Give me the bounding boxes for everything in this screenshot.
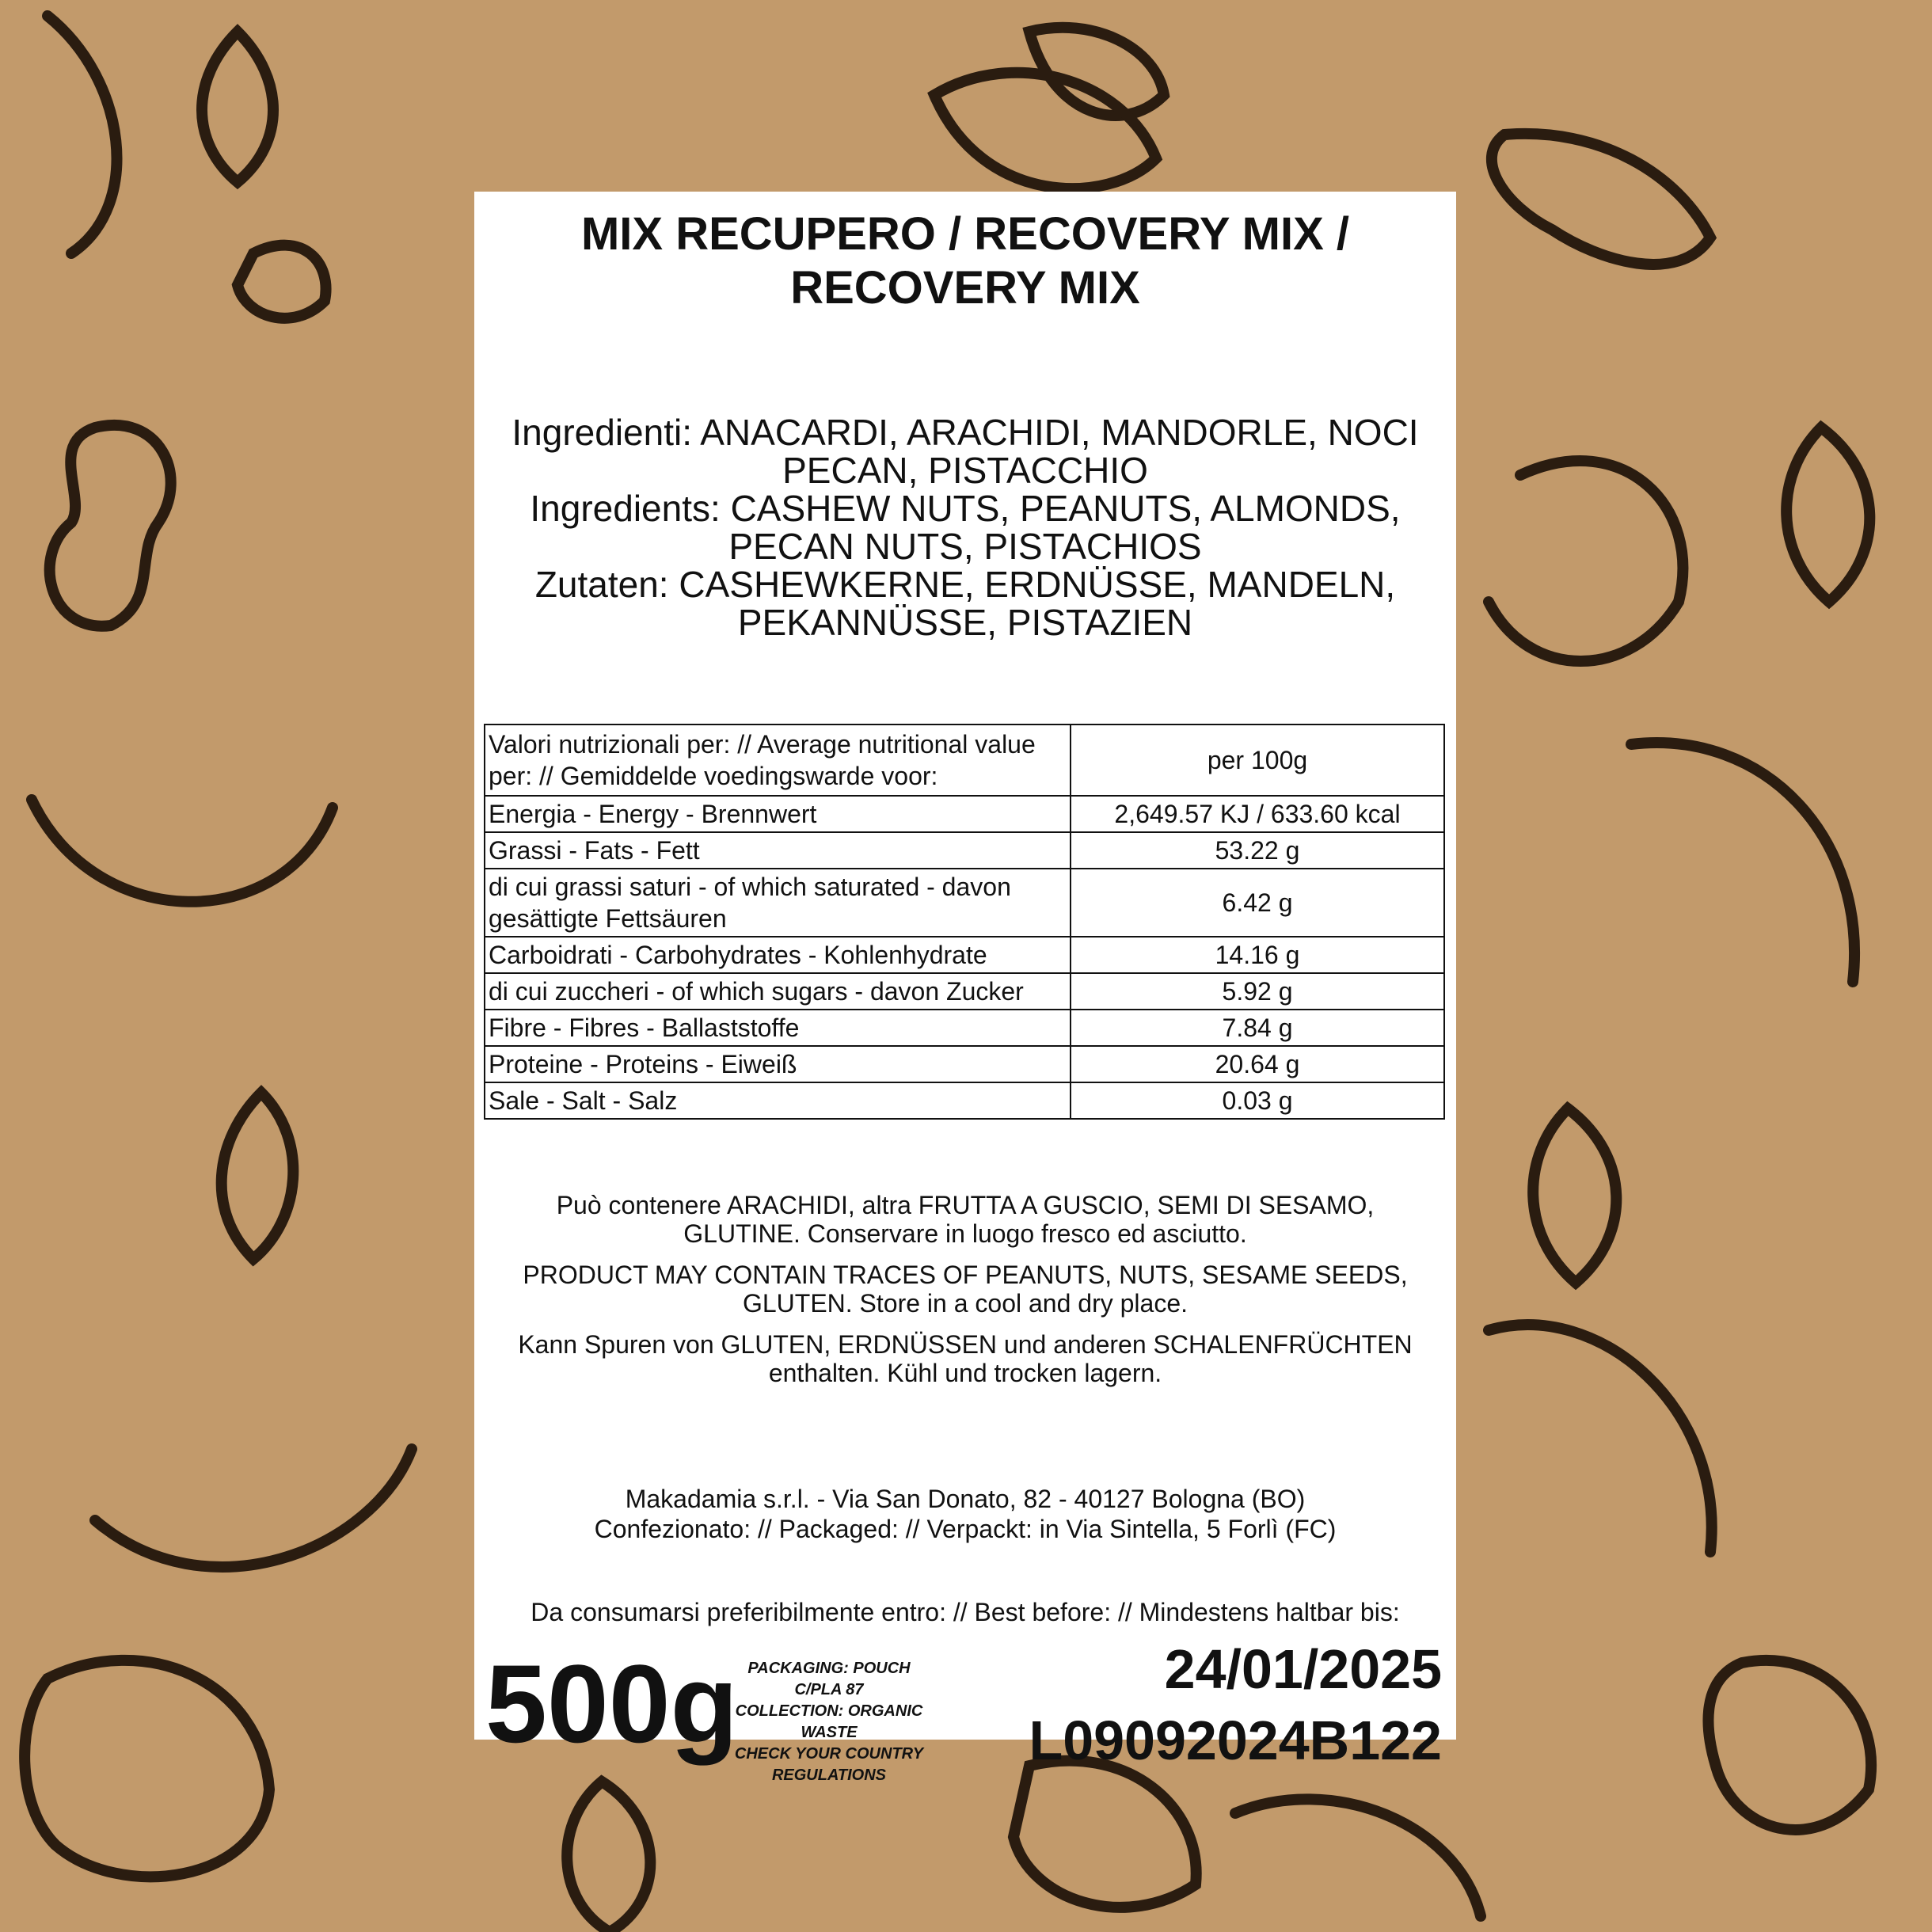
nutrition-row xyxy=(485,937,1444,973)
nutrient-value: 6.42 g xyxy=(1071,869,1444,937)
nutrient-name: Carboidrati - Carbohydrates - Kohlenhydrate xyxy=(485,937,1071,973)
warning-italian: Può contenere ARACHIDI, altra FRUTTA A GUSCIO, SEMI DI SESAMO, GLUTINE. Conservare in luogo fresco ed asciutto. xyxy=(556,1191,1375,1248)
peanut-icon xyxy=(1492,134,1710,264)
ingredients-german: Zutaten: CASHEWKERNE, ERDNÜSSE, MANDELN, PEKANNÜSSE, PISTAZIEN xyxy=(534,564,1396,643)
cashew-icon xyxy=(1235,1799,1481,1916)
packaging-line: CHECK YOUR COUNTRY xyxy=(734,1745,924,1763)
nutrition-row xyxy=(485,1010,1444,1046)
lot-number: L09092024B122 xyxy=(1029,1710,1442,1771)
almond-icon xyxy=(202,32,273,182)
walnut-icon xyxy=(25,1660,269,1877)
hazelnut-icon xyxy=(238,245,326,318)
nutrient-name: Fibre - Fibres - Ballaststoffe xyxy=(485,1010,1071,1046)
cashew-icon xyxy=(1631,743,1854,982)
nutrient-value: 20.64 g xyxy=(1071,1046,1444,1082)
nutrition-row xyxy=(485,869,1444,937)
nutrient-name: Grassi - Fats - Fett xyxy=(485,832,1071,869)
nutrition-header-label: Valori nutrizionali per: // Average nutritional value per: // Gemiddelde voedingswarde voor: xyxy=(485,724,1071,796)
nutrition-row xyxy=(485,796,1444,832)
nutrient-value: 14.16 g xyxy=(1071,937,1444,973)
net-weight: 500g xyxy=(485,1641,739,1766)
nutrition-row xyxy=(485,973,1444,1010)
almond-icon xyxy=(222,1093,294,1259)
nutrition-header-row xyxy=(485,724,1444,796)
nutrient-name: di cui zuccheri - of which sugars - davon Zucker xyxy=(485,973,1071,1010)
packaging-line: COLLECTION: ORGANIC WASTE xyxy=(735,1702,923,1741)
cashew-icon xyxy=(1489,1325,1712,1552)
packaging-line: REGULATIONS xyxy=(771,1767,887,1784)
nutrition-row xyxy=(485,832,1444,869)
cashew-icon xyxy=(1489,461,1683,661)
nutrient-name: di cui grassi saturi - of which saturated - davon gesättigte Fettsäuren xyxy=(485,869,1071,937)
peanut-icon xyxy=(1709,1660,1872,1830)
ingredients-italian: Ingredienti: ANACARDI, ARACHIDI, MANDORLE, NOCI PECAN, PISTACCHIO xyxy=(512,412,1419,491)
cashew-icon xyxy=(48,16,116,253)
producer-address xyxy=(490,1484,1440,1544)
peanut-icon xyxy=(50,425,171,626)
nutrient-value: 7.84 g xyxy=(1071,1010,1444,1046)
ingredients-block xyxy=(482,413,1448,641)
almond-icon xyxy=(567,1782,650,1932)
nutrient-value: 2,649.57 KJ / 633.60 kcal xyxy=(1071,796,1444,832)
address-line-1: Makadamia s.r.l. - Via San Donato, 82 - 40127 Bologna (BO) xyxy=(625,1485,1306,1513)
nutrient-name: Proteine - Proteins - Eiweiß xyxy=(485,1046,1071,1082)
peanut-icon xyxy=(1014,1761,1196,1907)
nutrient-value: 5.92 g xyxy=(1071,973,1444,1010)
warning-english: PRODUCT MAY CONTAIN TRACES OF PEANUTS, NUTS, SESAME SEEDS, GLUTEN. Store in a cool and dry place. xyxy=(523,1261,1408,1318)
packaging-line: PACKAGING: POUCH C/PLA 87 xyxy=(747,1660,911,1698)
cashew-icon xyxy=(95,1449,412,1567)
allergen-warnings xyxy=(506,1191,1424,1400)
nutrient-value: 53.22 g xyxy=(1071,832,1444,869)
nutrition-row xyxy=(485,1046,1444,1082)
walnut-icon xyxy=(934,73,1156,188)
nutrient-name: Sale - Salt - Salz xyxy=(485,1082,1071,1119)
nutrition-header-value: per 100g xyxy=(1071,724,1444,796)
nutrient-name: Energia - Energy - Brennwert xyxy=(485,796,1071,832)
best-before-label: Da consumarsi preferibilmente entro: // Best before: // Mindestens haltbar bis: xyxy=(531,1598,1400,1626)
warning-german: Kann Spuren von GLUTEN, ERDNÜSSEN und anderen SCHALENFRÜCHTEN enthalten. Kühl und trocken lagern. xyxy=(518,1330,1413,1387)
cashew-icon xyxy=(32,800,333,902)
nutrient-value: 0.03 g xyxy=(1071,1082,1444,1119)
packaging-info xyxy=(726,1658,932,1786)
product-label xyxy=(474,192,1456,1784)
ingredients-english: Ingredients: CASHEW NUTS, PEANUTS, ALMONDS, PECAN NUTS, PISTACHIOS xyxy=(530,488,1401,567)
nutrition-table xyxy=(484,724,1445,1120)
almond-icon xyxy=(1533,1109,1616,1283)
best-before-date: 24/01/2025 xyxy=(1164,1638,1442,1700)
product-title: MIX RECUPERO / RECOVERY MIX / RECOVERY MIX xyxy=(580,208,1350,314)
almond-icon xyxy=(1786,428,1869,602)
nutrition-row xyxy=(485,1082,1444,1119)
address-line-2: Confezionato: // Packaged: // Verpackt: in Via Sintella, 5 Forlì (FC) xyxy=(594,1515,1337,1543)
